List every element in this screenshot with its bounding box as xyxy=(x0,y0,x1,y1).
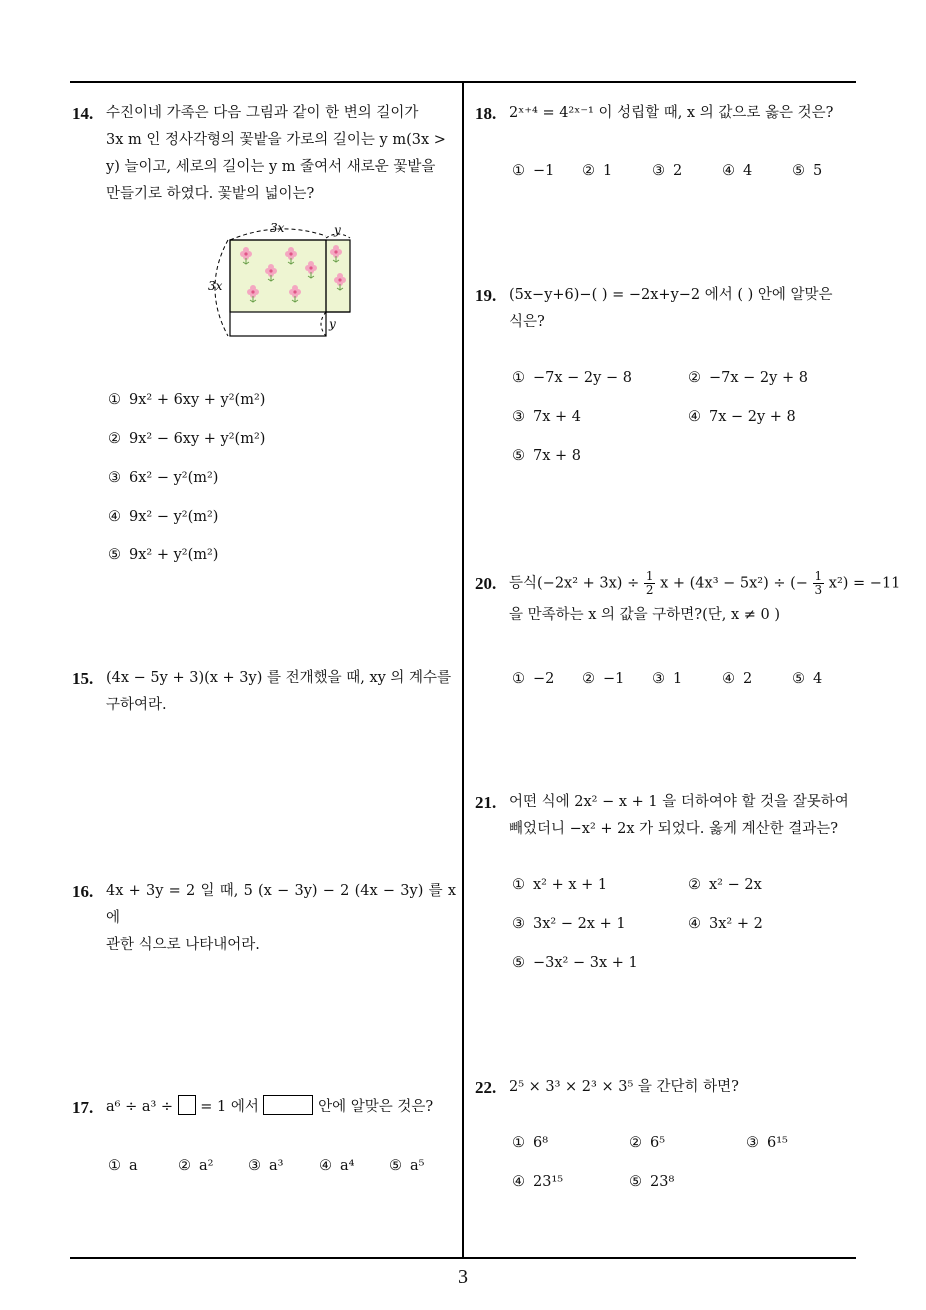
q17-option-5[interactable]: ⑤ a⁵ xyxy=(389,1158,425,1174)
question-number: 17. xyxy=(72,1098,94,1117)
q19-option-2[interactable]: ② −7x − 2y + 8 xyxy=(688,370,808,386)
figure-top-label: 3x xyxy=(270,221,285,235)
question-text-line: 빼었더니 −x² + 2x 가 되었다. 옳게 계산한 결과는? xyxy=(509,821,839,837)
question-text-line: 식은? xyxy=(509,314,545,330)
fraction-one-half: $\frac{1}{2}$ xyxy=(645,569,654,597)
q19-option-4[interactable]: ④ 7x − 2y + 8 xyxy=(688,409,796,425)
question-text-line: (5x−y+6)−( ) = −2x+y−2 에서 ( ) 안에 알맞은 xyxy=(509,287,833,303)
question-text-line: 등식(−2x² + 3x) ÷ $\frac{1}{2}$ x + (4x³ − 5x²) ÷ (− $\frac{1}{3}$ x²) = −11 xyxy=(509,569,901,597)
question-text: = 1 에서 xyxy=(200,1099,259,1115)
q19-option-3[interactable]: ③ 7x + 4 xyxy=(512,409,581,425)
q17-option-3[interactable]: ③ a³ xyxy=(248,1158,284,1174)
q18-option-3[interactable]: ③ 2 xyxy=(652,163,683,179)
question-22 xyxy=(475,1074,859,1101)
flower-bed-figure xyxy=(200,218,360,346)
question-text-line: 관한 식으로 나타내어라. xyxy=(106,937,260,953)
q17-option-2[interactable]: ② a² xyxy=(178,1158,214,1174)
page-number: 3 xyxy=(458,1266,468,1288)
q14-option-4[interactable]: ④ 9x² − y²(m²) xyxy=(108,509,219,525)
right-bottom-dimension-arc xyxy=(321,312,326,336)
question-14 xyxy=(72,100,456,208)
question-number: 18. xyxy=(475,104,497,123)
q20-option-1[interactable]: ① −2 xyxy=(512,671,555,687)
fraction-one-third: $\frac{1}{3}$ xyxy=(814,569,823,597)
question-text-line: 만들기로 하였다. 꽃밭의 넓이는? xyxy=(106,186,315,202)
q22-option-4[interactable]: ④ 23¹⁵ xyxy=(512,1174,564,1190)
q18-option-1[interactable]: ① −1 xyxy=(512,163,555,179)
question-number: 20. xyxy=(475,574,497,593)
q14-option-3[interactable]: ③ 6x² − y²(m²) xyxy=(108,470,219,486)
question-text-line: 구하여라. xyxy=(106,697,167,713)
figure-right-bottom-label: y xyxy=(329,317,336,331)
q22-option-2[interactable]: ② 6⁵ xyxy=(629,1135,666,1151)
q22-option-3[interactable]: ③ 6¹⁵ xyxy=(746,1135,788,1151)
question-17 xyxy=(72,1094,456,1121)
question-19 xyxy=(475,282,859,336)
q22-option-1[interactable]: ① 6⁸ xyxy=(512,1135,549,1151)
q19-option-1[interactable]: ① −7x − 2y − 8 xyxy=(512,370,632,386)
figure-right-top-label: y xyxy=(334,223,341,237)
question-number: 14. xyxy=(72,104,94,123)
question-text-line: y) 늘이고, 세로의 길이는 y m 줄여서 새로운 꽃밭을 xyxy=(106,159,436,175)
question-text: 안에 알맞은 것은? xyxy=(318,1099,434,1115)
question-text-line: 수진이네 가족은 다음 그림과 같이 한 변의 길이가 xyxy=(106,105,419,121)
question-20 xyxy=(475,569,901,629)
q22-option-5[interactable]: ⑤ 23⁸ xyxy=(629,1174,675,1190)
q14-option-5[interactable]: ⑤ 9x² + y²(m²) xyxy=(108,547,219,563)
q21-option-2[interactable]: ② x² − 2x xyxy=(688,877,762,893)
q21-option-5[interactable]: ⑤ −3x² − 3x + 1 xyxy=(512,955,638,971)
q18-option-4[interactable]: ④ 4 xyxy=(722,163,753,179)
question-16 xyxy=(72,878,456,959)
q18-option-5[interactable]: ⑤ 5 xyxy=(792,163,823,179)
question-number: 16. xyxy=(72,882,94,901)
question-text-line: 2⁵ × 3³ × 2³ × 3⁵ 을 간단히 하면? xyxy=(509,1079,739,1095)
question-18 xyxy=(475,100,859,127)
q21-option-1[interactable]: ① x² + x + 1 xyxy=(512,877,608,893)
question-15 xyxy=(72,665,456,719)
q21-option-4[interactable]: ④ 3x² + 2 xyxy=(688,916,763,932)
question-text-line: 2ˣ⁺⁴ = 4²ˣ⁻¹ 이 성립할 때, x 의 값으로 옳은 것은? xyxy=(509,105,834,121)
q19-option-5[interactable]: ⑤ 7x + 8 xyxy=(512,448,581,464)
q20-option-2[interactable]: ② −1 xyxy=(582,671,625,687)
question-text-line: 을 만족하는 x 의 값을 구하면?(단, x ≠ 0 ) xyxy=(509,606,780,623)
q18-option-2[interactable]: ② 1 xyxy=(582,163,613,179)
question-text: a⁶ ÷ a³ ÷ xyxy=(106,1099,174,1115)
q21-option-3[interactable]: ③ 3x² − 2x + 1 xyxy=(512,916,626,932)
question-number: 15. xyxy=(72,669,94,688)
question-number: 19. xyxy=(475,286,497,305)
q14-option-2[interactable]: ② 9x² − 6xy + y²(m²) xyxy=(108,431,266,447)
question-text-line: 3x m 인 정사각형의 꽃밭을 가로의 길이는 y m(3x > xyxy=(106,132,446,148)
q17-option-4[interactable]: ④ a⁴ xyxy=(319,1158,355,1174)
q17-option-1[interactable]: ① a xyxy=(108,1158,138,1174)
question-number: 21. xyxy=(475,793,497,812)
q20-option-4[interactable]: ④ 2 xyxy=(722,671,753,687)
blank-box-small xyxy=(178,1095,196,1115)
figure-left-label: 3x xyxy=(208,279,223,293)
q20-option-5[interactable]: ⑤ 4 xyxy=(792,671,823,687)
q14-option-1[interactable]: ① 9x² + 6xy + y²(m²) xyxy=(108,392,266,408)
q20-option-3[interactable]: ③ 1 xyxy=(652,671,683,687)
question-text-line: (4x − 5y + 3)(x + 3y) 를 전개했을 때, xy 의 계수를 xyxy=(106,670,452,686)
question-text-line: 어떤 식에 2x² − x + 1 을 더하여야 할 것을 잘못하여 xyxy=(509,794,849,810)
question-text-line: 4x + 3y = 2 일 때, 5 (x − 3y) − 2 (4x − 3y) 를 x 에 xyxy=(106,883,456,926)
question-number: 22. xyxy=(475,1078,497,1097)
column-divider xyxy=(462,82,464,1258)
question-21 xyxy=(475,789,859,843)
blank-box-large xyxy=(263,1095,313,1115)
